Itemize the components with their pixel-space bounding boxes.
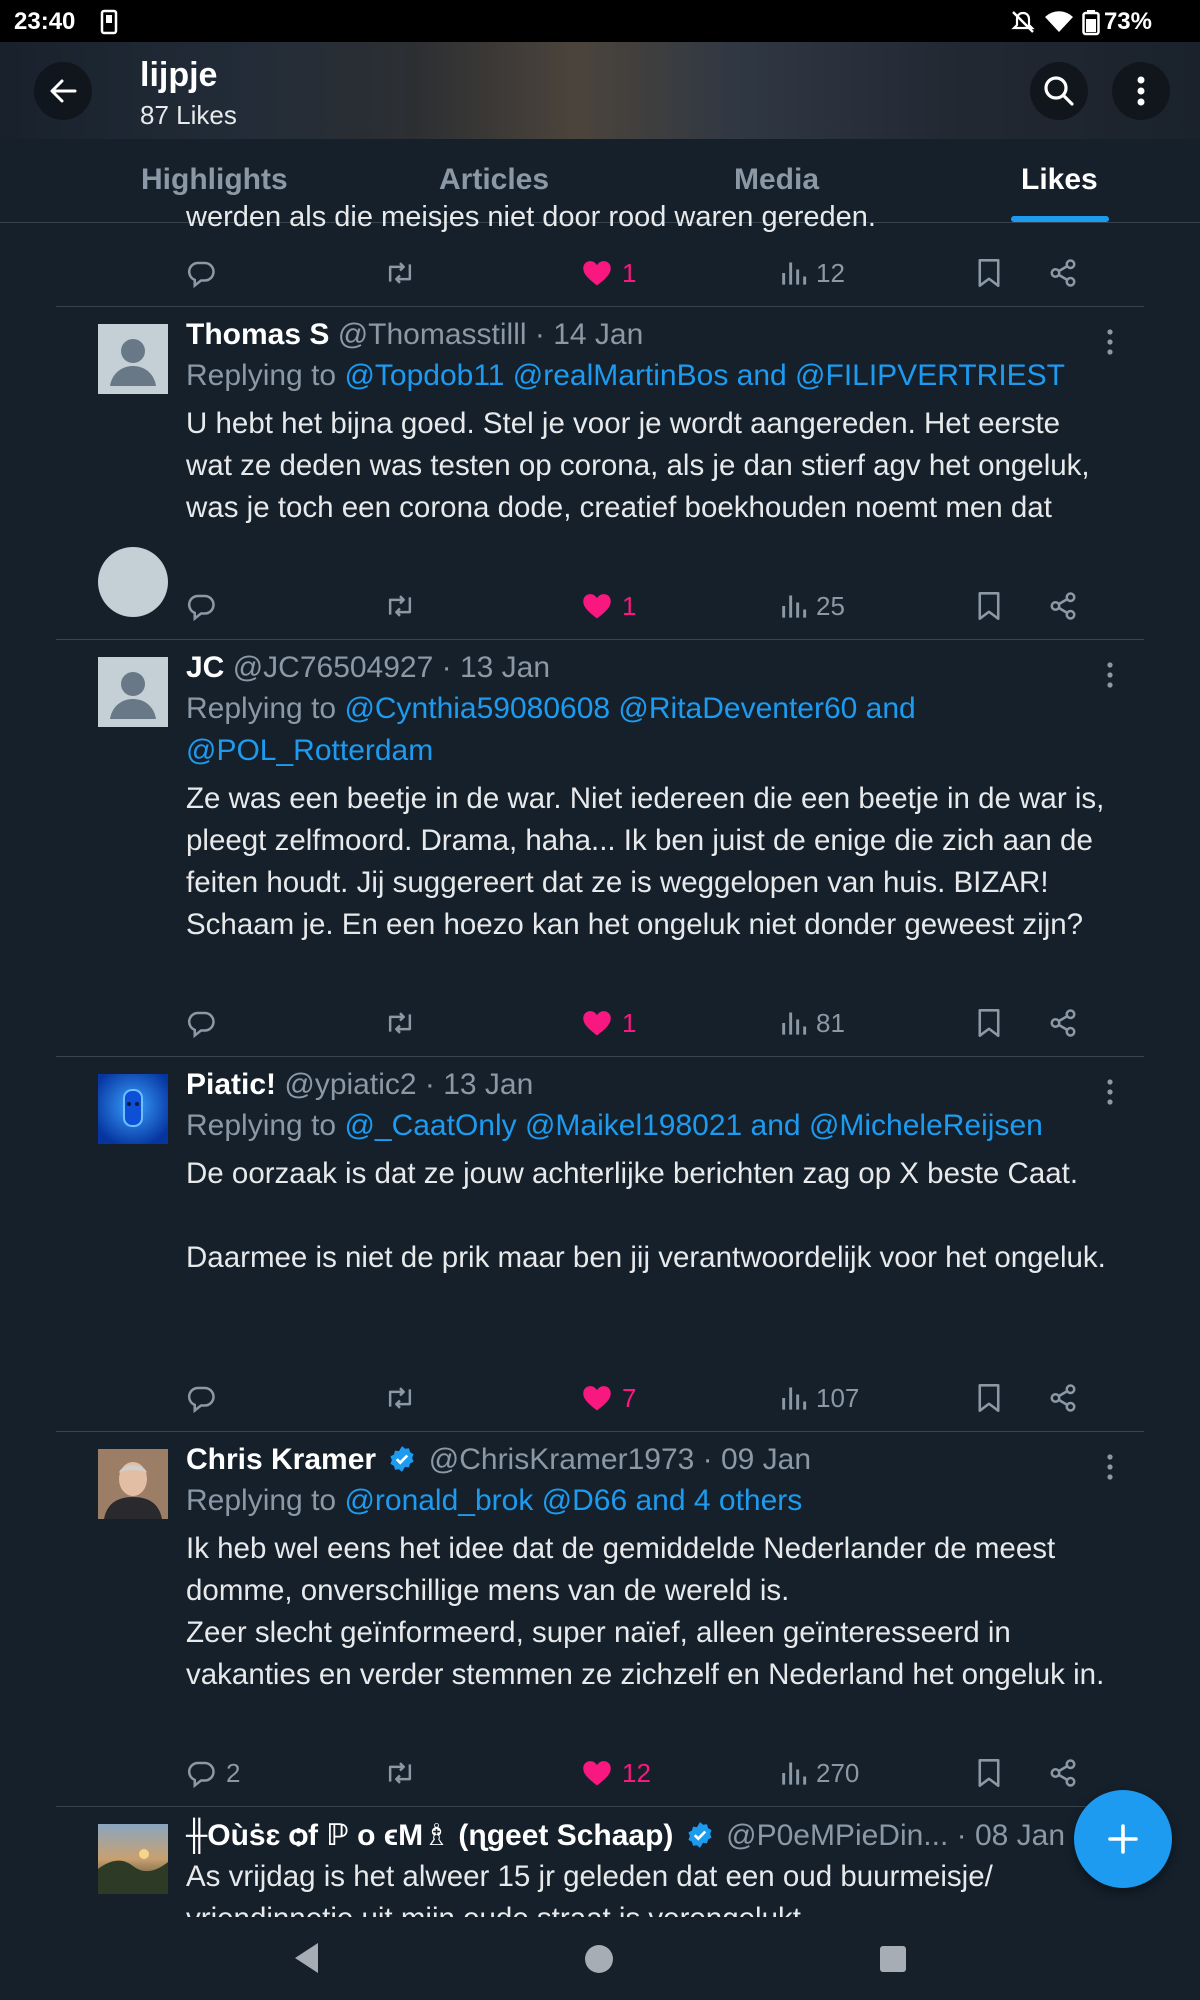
repost-icon: [384, 258, 416, 288]
like-button[interactable]: [582, 1003, 636, 1043]
like-count: 1: [622, 590, 637, 621]
like-count: 1: [622, 1007, 637, 1038]
plus-icon: [1105, 1821, 1141, 1857]
display-name[interactable]: Piatic!: [186, 1068, 277, 1101]
back-button[interactable]: [34, 62, 92, 120]
verified-badge-icon[interactable]: [388, 1445, 416, 1473]
tweet-date: · 14 Jan: [534, 318, 644, 351]
share-button[interactable]: [1048, 1378, 1078, 1418]
status-bar: [0, 0, 1200, 42]
user-handle[interactable]: @ypiatic2: [284, 1068, 417, 1101]
profile-photo: [98, 1074, 168, 1144]
system-nav-bar: [0, 1917, 1200, 2000]
tweet-header: [186, 1068, 533, 1102]
like-button[interactable]: [582, 1753, 651, 1793]
bookmark-icon: [976, 1758, 1002, 1788]
more-vertical-icon: [1136, 75, 1146, 107]
replying-to: [186, 1105, 1116, 1147]
bookmark-button[interactable]: [976, 1753, 1002, 1793]
bookmark-icon: [976, 258, 1002, 288]
views-chart-icon: [780, 259, 806, 287]
user-handle[interactable]: @ChrisKramer1973: [428, 1443, 695, 1476]
share-icon: [1048, 1758, 1078, 1788]
tweet-header: [186, 1818, 1065, 1853]
avatar[interactable]: [98, 657, 168, 727]
views-button[interactable]: [780, 586, 845, 626]
likes-count: 87 Likes: [140, 100, 237, 130]
reply-mentions[interactable]: @ronald_brok @D66 and 4 others: [344, 1484, 803, 1517]
tweet-date: · 09 Jan: [702, 1443, 812, 1476]
views-button[interactable]: [780, 1753, 859, 1793]
share-button[interactable]: [1048, 1003, 1078, 1043]
tweet-text: As vrijdag is het alweer 15 jr geleden dat een oud buurmeisje/: [186, 1860, 993, 1893]
repost-button[interactable]: [384, 586, 416, 626]
tweet-more-icon[interactable]: [1098, 657, 1122, 693]
tweet-header: [186, 651, 550, 685]
profile-photo: [98, 1824, 168, 1894]
divider: [56, 1056, 1144, 1057]
default-avatar-icon: [98, 324, 168, 394]
replying-to: [186, 355, 1116, 397]
tweet-actions: [186, 586, 1086, 626]
search-icon: [1043, 75, 1075, 107]
repost-icon: [384, 1383, 416, 1413]
reply-icon: [186, 591, 216, 621]
display-name[interactable]: Thomas S: [186, 318, 330, 351]
replying-to-label: Replying to: [186, 359, 337, 392]
bookmark-button[interactable]: [976, 586, 1002, 626]
replying-to-label: Replying to: [186, 1109, 337, 1142]
views-button[interactable]: [780, 1003, 845, 1043]
user-handle[interactable]: @P0eMPieDin...: [726, 1819, 949, 1852]
repost-icon: [384, 1758, 416, 1788]
mute-icon: [1010, 10, 1036, 34]
repost-button[interactable]: [384, 253, 416, 293]
tweet-header: [186, 1443, 811, 1477]
like-button[interactable]: [582, 586, 636, 626]
tweet-text: Ze was een beetje in de war. Niet iedereen die een beetje in de war is, pleegt zelfmoord. Drama, haha... Ik ben juist de enige die zich aan de feiten houdt. Jij suggereert dat ze is weggelopen van huis. BIZAR! Schaam je. En een hoezo kan het ongeluk niet donder geweest zijn?: [186, 782, 1113, 941]
nav-back-icon[interactable]: [292, 1941, 320, 1975]
reply-icon: [186, 258, 216, 288]
views-chart-icon: [780, 1759, 806, 1787]
compose-button[interactable]: [1074, 1790, 1172, 1888]
profile-name: lijpje: [140, 56, 218, 94]
sim-icon: [100, 10, 118, 34]
tab-media[interactable]: Media: [734, 163, 820, 196]
tweet-actions: [186, 1378, 1086, 1418]
bookmark-icon: [976, 1383, 1002, 1413]
reply-icon: [186, 1758, 216, 1788]
heart-filled-icon: [582, 592, 612, 620]
view-count: 270: [816, 1757, 860, 1788]
replying-to-label: Replying to: [186, 1484, 337, 1517]
reply-icon: [186, 1383, 216, 1413]
views-button[interactable]: [780, 1378, 859, 1418]
tweet-date: · 13 Jan: [441, 651, 551, 684]
nav-home-button[interactable]: [585, 1945, 613, 1973]
view-count: 107: [816, 1382, 860, 1413]
reply-count: 2: [226, 1757, 241, 1788]
bookmark-button[interactable]: [976, 1003, 1002, 1043]
divider: [56, 1806, 1144, 1807]
partial-tweet-text: werden als die meisjes niet door rood waren gereden.: [186, 201, 876, 233]
share-icon: [1048, 1008, 1078, 1038]
reply-button[interactable]: [186, 586, 226, 626]
more-options-button[interactable]: [1112, 62, 1170, 120]
views-chart-icon: [780, 1384, 806, 1412]
reply-button[interactable]: [186, 253, 216, 293]
divider: [56, 306, 1144, 307]
user-handle[interactable]: @Thomasstilll: [337, 318, 527, 351]
status-time: 23:40: [14, 8, 76, 35]
bookmark-button[interactable]: [976, 1378, 1002, 1418]
bookmark-icon: [976, 1008, 1002, 1038]
share-button[interactable]: [1048, 253, 1078, 293]
reply-button[interactable]: [186, 1378, 226, 1418]
reply-icon: [186, 1008, 216, 1038]
avatar[interactable]: [98, 1449, 168, 1519]
like-button[interactable]: [582, 1378, 636, 1418]
nav-recents-button[interactable]: [880, 1946, 906, 1972]
verified-badge-icon[interactable]: [686, 1821, 714, 1849]
share-icon: [1048, 258, 1078, 288]
tab-articles[interactable]: Articles: [439, 163, 550, 196]
share-button[interactable]: [1048, 1753, 1078, 1793]
avatar[interactable]: [98, 1074, 168, 1144]
divider: [56, 1431, 1144, 1432]
repost-icon: [384, 1008, 416, 1038]
reply-mentions[interactable]: @Cynthia59080608 @RitaDeventer60 and @POL_Rotterdam: [186, 692, 916, 767]
heart-filled-icon: [582, 1759, 612, 1787]
tweet-actions: [186, 1003, 1086, 1043]
display-name[interactable]: Chris Kramer: [186, 1443, 377, 1476]
views-chart-icon: [780, 592, 806, 620]
default-avatar-icon: [98, 657, 168, 727]
like-count: 1: [622, 257, 637, 288]
heart-filled-icon: [582, 259, 612, 287]
divider: [56, 639, 1144, 640]
share-icon: [1048, 591, 1078, 621]
likes-feed[interactable]: [0, 201, 1200, 1917]
reply-mentions[interactable]: @Topdob11 @realMartinBos and @FILIPVERTRIEST: [344, 359, 1065, 392]
view-count: 81: [816, 1007, 845, 1038]
search-button[interactable]: [1030, 62, 1088, 120]
tweet-date: · 13 Jan: [424, 1068, 534, 1101]
like-count: 7: [622, 1382, 637, 1413]
bookmark-icon: [976, 591, 1002, 621]
repost-button[interactable]: [384, 1378, 416, 1418]
battery-percent: 73%: [1103, 8, 1152, 35]
tweet-text: De oorzaak is dat ze jouw achterlijke berichten zag op X beste Caat. Daarmee is niet de prik maar ben jij verantwoordelijk voor het ongeluk.: [186, 1157, 1106, 1274]
repost-icon: [384, 591, 416, 621]
display-name[interactable]: ╫Oùṡɛ ѻf ℙ ο ϵΜ♗ (ɳgeet Schaap): [186, 1819, 674, 1852]
user-handle[interactable]: @JC76504927: [232, 651, 434, 684]
share-button[interactable]: [1048, 586, 1078, 626]
battery-icon: [1082, 10, 1100, 36]
partial-tweet-actions: [186, 253, 1086, 293]
avatar[interactable]: [98, 1824, 168, 1894]
repost-button[interactable]: [384, 1003, 416, 1043]
active-tab-indicator: [1011, 216, 1109, 222]
like-count: 12: [622, 1757, 651, 1788]
tab-highlights[interactable]: Highlights: [141, 163, 288, 196]
views-button[interactable]: [780, 253, 845, 293]
views-chart-icon: [780, 1009, 806, 1037]
profile-header: [0, 42, 1200, 139]
profile-photo: [98, 1449, 168, 1519]
wifi-icon: [1044, 10, 1074, 34]
bookmark-button[interactable]: [976, 253, 1002, 293]
share-icon: [1048, 1383, 1078, 1413]
reply-button[interactable]: [186, 1003, 226, 1043]
view-count: 25: [816, 590, 845, 621]
view-count: 12: [816, 257, 845, 288]
replying-to-label: Replying to: [186, 692, 337, 725]
repost-button[interactable]: [384, 1753, 416, 1793]
heart-filled-icon: [582, 1009, 612, 1037]
reply-mentions[interactable]: @_CaatOnly @Maikel198021 and @MicheleReijsen: [344, 1109, 1043, 1142]
avatar[interactable]: [98, 324, 168, 394]
tweet-text: Ik heb wel eens het idee dat de gemiddelde Nederlander de meest domme, onverschillige mens van de wereld is. Zeer slecht geïnformeerd, super naïef, alleen geïnteresseerd in vakanties en verder stemmen ze zichzelf en Nederland het ongeluk in.: [186, 1532, 1105, 1691]
tweet-date: · 08 Jan: [956, 1819, 1066, 1852]
heart-filled-icon: [582, 1384, 612, 1412]
reply-button[interactable]: [186, 1753, 240, 1793]
replying-to: [186, 688, 1046, 772]
arrow-left-icon: [48, 76, 78, 106]
tweet-text: U hebt het bijna goed. Stel je voor je wordt aangereden. Het eerste wat ze deden was testen op corona, als je dan stierf agv het ongeluk, was je toch een corona dode, creatief boekhouden noemt men dat: [186, 407, 1098, 524]
display-name[interactable]: JC: [186, 651, 225, 684]
replying-to: [186, 1480, 1116, 1522]
like-button[interactable]: [582, 253, 636, 293]
tab-likes[interactable]: Likes: [1021, 163, 1098, 196]
tweet-actions: [186, 1753, 1086, 1793]
tweet-header: [186, 318, 643, 352]
